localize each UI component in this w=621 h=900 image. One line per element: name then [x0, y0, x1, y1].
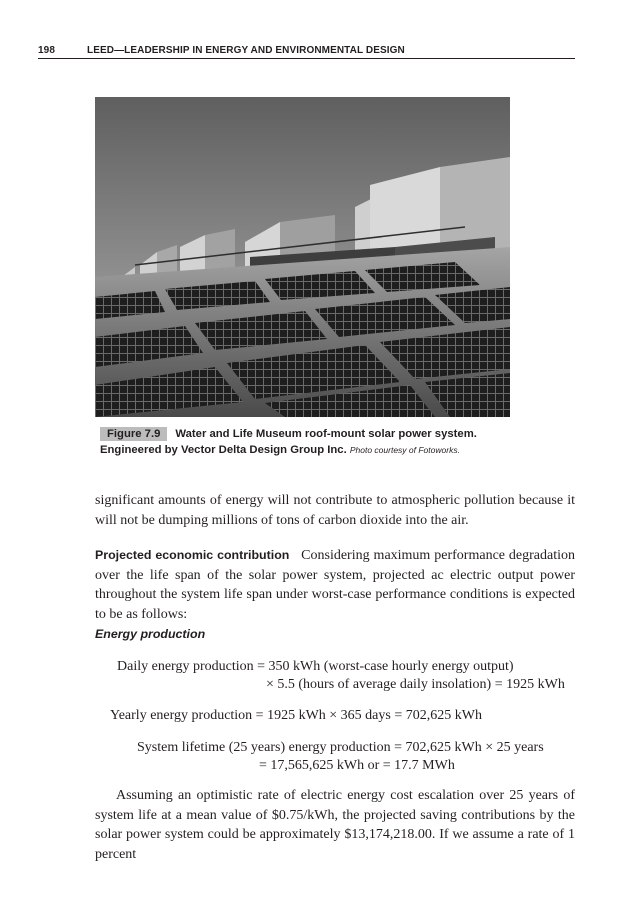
figure-caption [100, 426, 580, 458]
figure-engineer: Engineered by Vector Delta Design Group Inc. [100, 444, 347, 456]
figure-label: Figure 7.9 [100, 427, 167, 441]
paragraph-2 [95, 546, 575, 624]
page-number: 198 [38, 45, 55, 56]
equation-daily-line1: Daily energy production = 350 kWh (worst-case hourly energy output) [117, 659, 514, 674]
equation-yearly: Yearly energy production = 1925 kWh × 365 days = 702,625 kWh [110, 708, 482, 723]
solar-roof-illustration [95, 97, 510, 417]
figure-title: Water and Life Museum roof-mount solar power system. [175, 428, 477, 440]
equation-lifetime-line1: System lifetime (25 years) energy production = 702,625 kWh × 25 years [137, 740, 544, 755]
paragraph-3: Assuming an optimistic rate of electric energy cost escalation over 25 years of system life at a mean value of $0.75/kWh, the projected saving contributions by the solar power system could be approximately $13,174,218.00. If we assume a rate of 1 percent [95, 788, 575, 862]
equation-lifetime-line2: = 17,565,625 kWh or = 17.7 MWh [259, 758, 455, 773]
figure-photo [95, 97, 510, 417]
subhead-energy-production: Energy production [95, 627, 206, 641]
runin-heading: Projected economic contribution [95, 548, 290, 562]
running-header [38, 44, 575, 59]
running-title: LEED—LEADERSHIP IN ENERGY AND ENVIRONMENTAL DESIGN [87, 45, 405, 56]
paragraph-1: significant amounts of energy will not contribute to atmospheric pollution because it will not be dumping millions of tons of carbon dioxide into the air. [95, 493, 575, 528]
equation-daily-line2: × 5.5 (hours of average daily insolation) = 1925 kWh [266, 677, 565, 692]
photo-credit: Photo courtesy of Fotoworks. [349, 445, 460, 455]
paragraph-2-text: Considering maximum performance degradation over the life span of the solar power system, projected ac electric output power throughout the system life span under worst-case performance conditions is expected to be as follows: [95, 548, 576, 622]
